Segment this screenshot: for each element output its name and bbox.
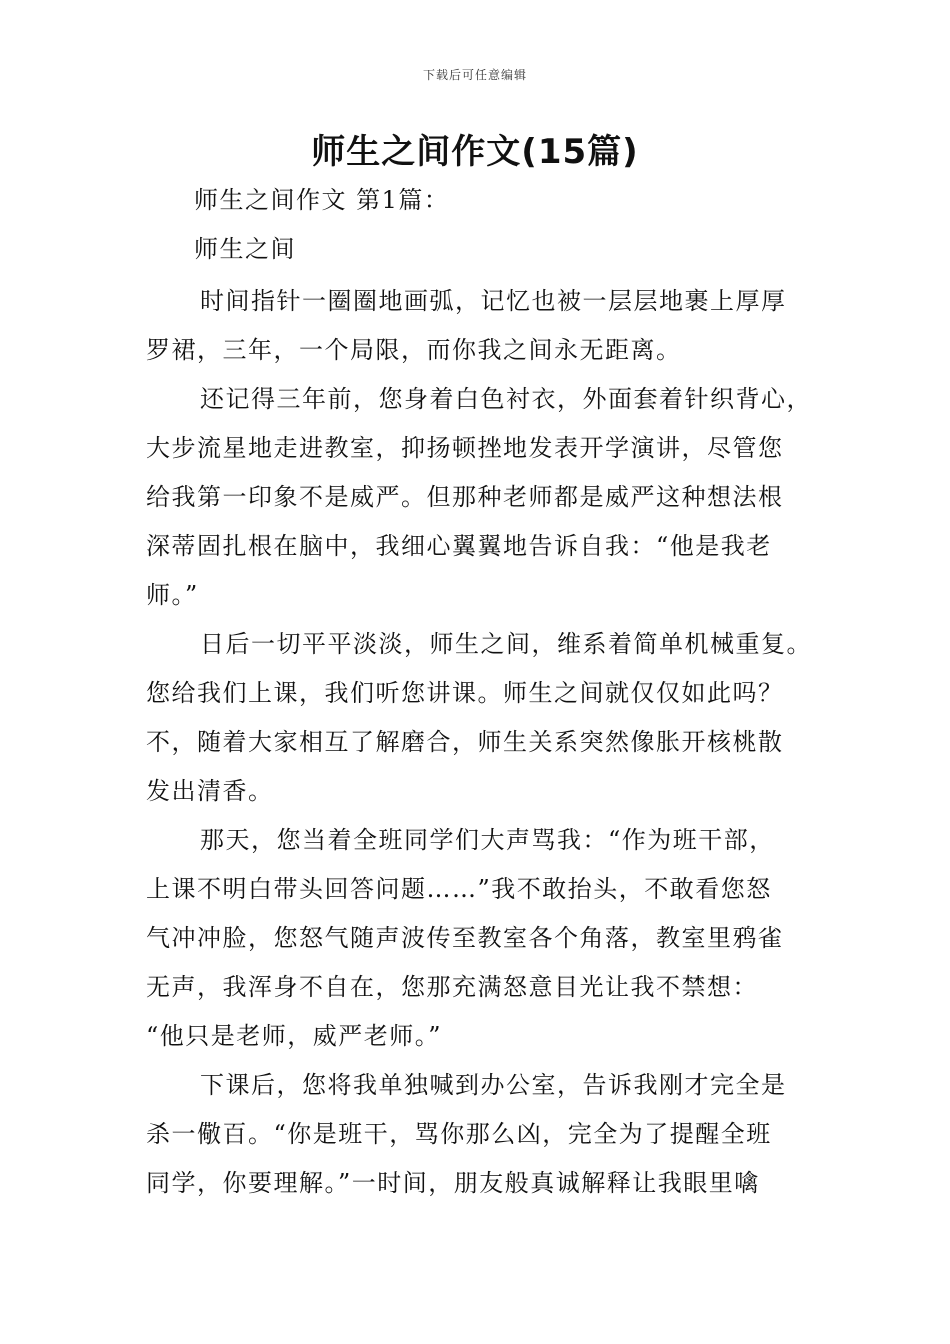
paragraph-line: “他只是老师，威严老师。” (146, 1022, 443, 1050)
page-title: 师生之间作文(15篇) (311, 132, 639, 172)
essay-title: 师生之间 (194, 235, 296, 263)
paragraph-line: 大步流星地走进教室，抑扬顿挫地发表开学演讲，尽管您 (146, 434, 784, 462)
paragraph-line: 师。” (146, 581, 199, 609)
paragraph-line: 还记得三年前，您身着白色衬衣，外面套着针织背心， (200, 385, 812, 413)
paragraph-line: 不，随着大家相互了解磨合，师生关系突然像胀开核桃散 (146, 728, 784, 756)
paragraph-line: 时间指针一圈圈地画弧，记忆也被一层层地裹上厚厚 (200, 287, 787, 315)
paragraph-line: 无声，我浑身不自在，您那充满怒意目光让我不禁想： (146, 973, 758, 1001)
paragraph-line: 您给我们上课，我们听您讲课。师生之间就仅仅如此吗？ (146, 679, 784, 707)
document-body (146, 176, 812, 1208)
paragraph-line: 同学，你要理解。”一时间，朋友般真诚解释让我眼里噙 (146, 1169, 760, 1197)
paragraph-line: 深蒂固扎根在脑中，我细心翼翼地告诉自我：“他是我老 (146, 532, 772, 560)
paragraph-line: 杀一儆百。“你是班干，骂你那么凶，完全为了提醒全班 (146, 1120, 772, 1148)
paragraph-line: 气冲冲脸，您怒气随声波传至教室各个角落，教室里鸦雀 (146, 924, 784, 952)
paragraph-line: 那天，您当着全班同学们大声骂我：“作为班干部， (200, 826, 775, 854)
paragraph-line: 上课不明白带头回答问题……”我不敢抬头，不敢看您怒 (146, 875, 772, 903)
paragraph-line: 下课后，您将我单独喊到办公室，告诉我刚才完全是 (200, 1071, 787, 1099)
header-note: 下载后可任意编辑 (422, 68, 527, 82)
paragraph-line: 日后一切平平淡淡，师生之间，维系着简单机械重复。 (200, 630, 812, 658)
paragraph-line: 罗裙，三年，一个局限，而你我之间永无距离。 (146, 336, 682, 364)
paragraph-line: 给我第一印象不是威严。但那种老师都是威严这种想法根 (146, 483, 784, 511)
section-heading: 师生之间作文 第1篇： (194, 186, 450, 214)
paragraph-line: 发出清香。 (146, 777, 274, 805)
